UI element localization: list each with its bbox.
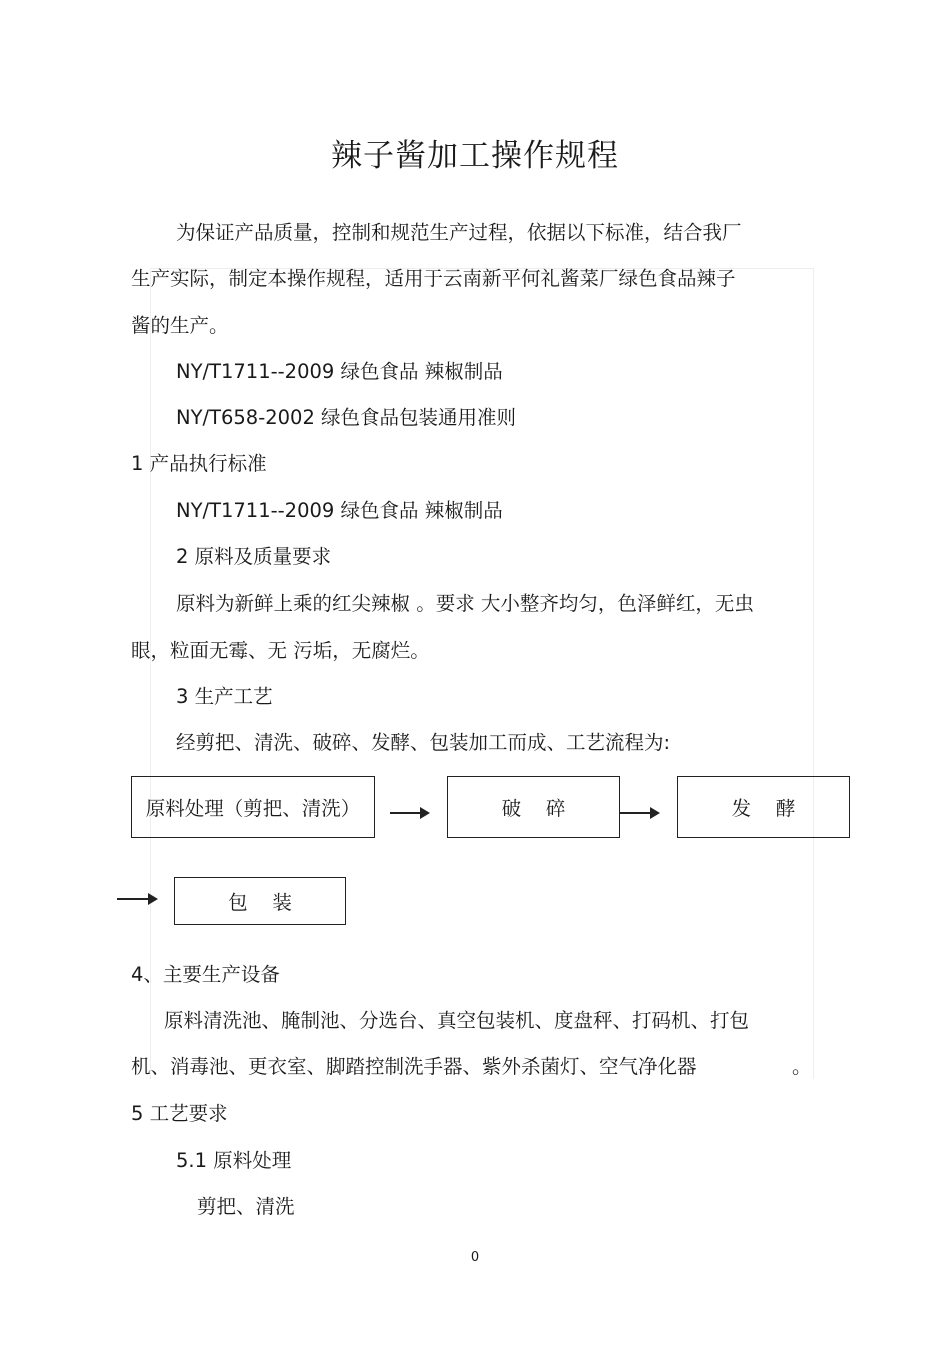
section-2-line-1: 原料为新鲜上乘的红尖辣椒 。要求 大小整齐均匀，色泽鲜红，无虫 <box>176 592 754 615</box>
flow-step-raw-processing: 原料处理（剪把、清洗） <box>131 776 375 838</box>
section-3-heading: 3 生产工艺 <box>176 685 273 708</box>
faint-frame <box>150 268 814 1079</box>
section-3-text: 经剪把、清洗、破碎、发酵、包装加工而成、工艺流程为: <box>176 731 671 754</box>
section-4-line-2: 机、消毒池、更衣室、脚踏控制洗手器、紫外杀菌灯、空气净化器 <box>131 1055 697 1078</box>
section-5-heading: 5 工艺要求 <box>131 1102 228 1125</box>
reference-1: NY/T1711--2009 绿色食品 辣椒制品 <box>176 360 503 383</box>
intro-line-1: 为保证产品质量，控制和规范生产过程，依据以下标准，结合我厂 <box>176 221 742 244</box>
page-number: 0 <box>470 1250 480 1265</box>
flow-arrow-2 <box>620 812 658 814</box>
section-1-heading: 1 产品执行标准 <box>131 452 267 475</box>
intro-line-3: 酱的生产。 <box>131 314 229 337</box>
flow-arrow-1 <box>390 812 428 814</box>
document-title: 辣子酱加工操作规程 <box>331 138 619 174</box>
section-4-heading: 4、主要生产设备 <box>131 963 280 986</box>
flow-step-packaging: 包 装 <box>174 877 346 925</box>
flow-step-fermentation: 发 酵 <box>677 776 850 838</box>
section-2-line-2: 眼，粒面无霉、无 污垢，无腐烂。 <box>131 639 430 662</box>
intro-line-2: 生产实际，制定本操作规程，适用于云南新平何礼酱菜厂绿色食品辣子 <box>131 267 736 290</box>
section-4-line-2-end: 。 <box>792 1055 812 1078</box>
flow-arrow-3 <box>117 898 156 900</box>
section-2-heading: 2 原料及质量要求 <box>176 545 332 568</box>
section-1-standard: NY/T1711--2009 绿色食品 辣椒制品 <box>176 499 503 522</box>
flow-step-crushing: 破 碎 <box>447 776 620 838</box>
section-4-line-1: 原料清洗池、腌制池、分选台、真空包装机、度盘秤、打码机、打包 <box>164 1009 750 1032</box>
reference-2: NY/T658-2002 绿色食品包装通用准则 <box>176 406 517 429</box>
section-5-1-text: 剪把、清洗 <box>197 1195 295 1218</box>
section-5-1-heading: 5.1 原料处理 <box>176 1149 292 1172</box>
